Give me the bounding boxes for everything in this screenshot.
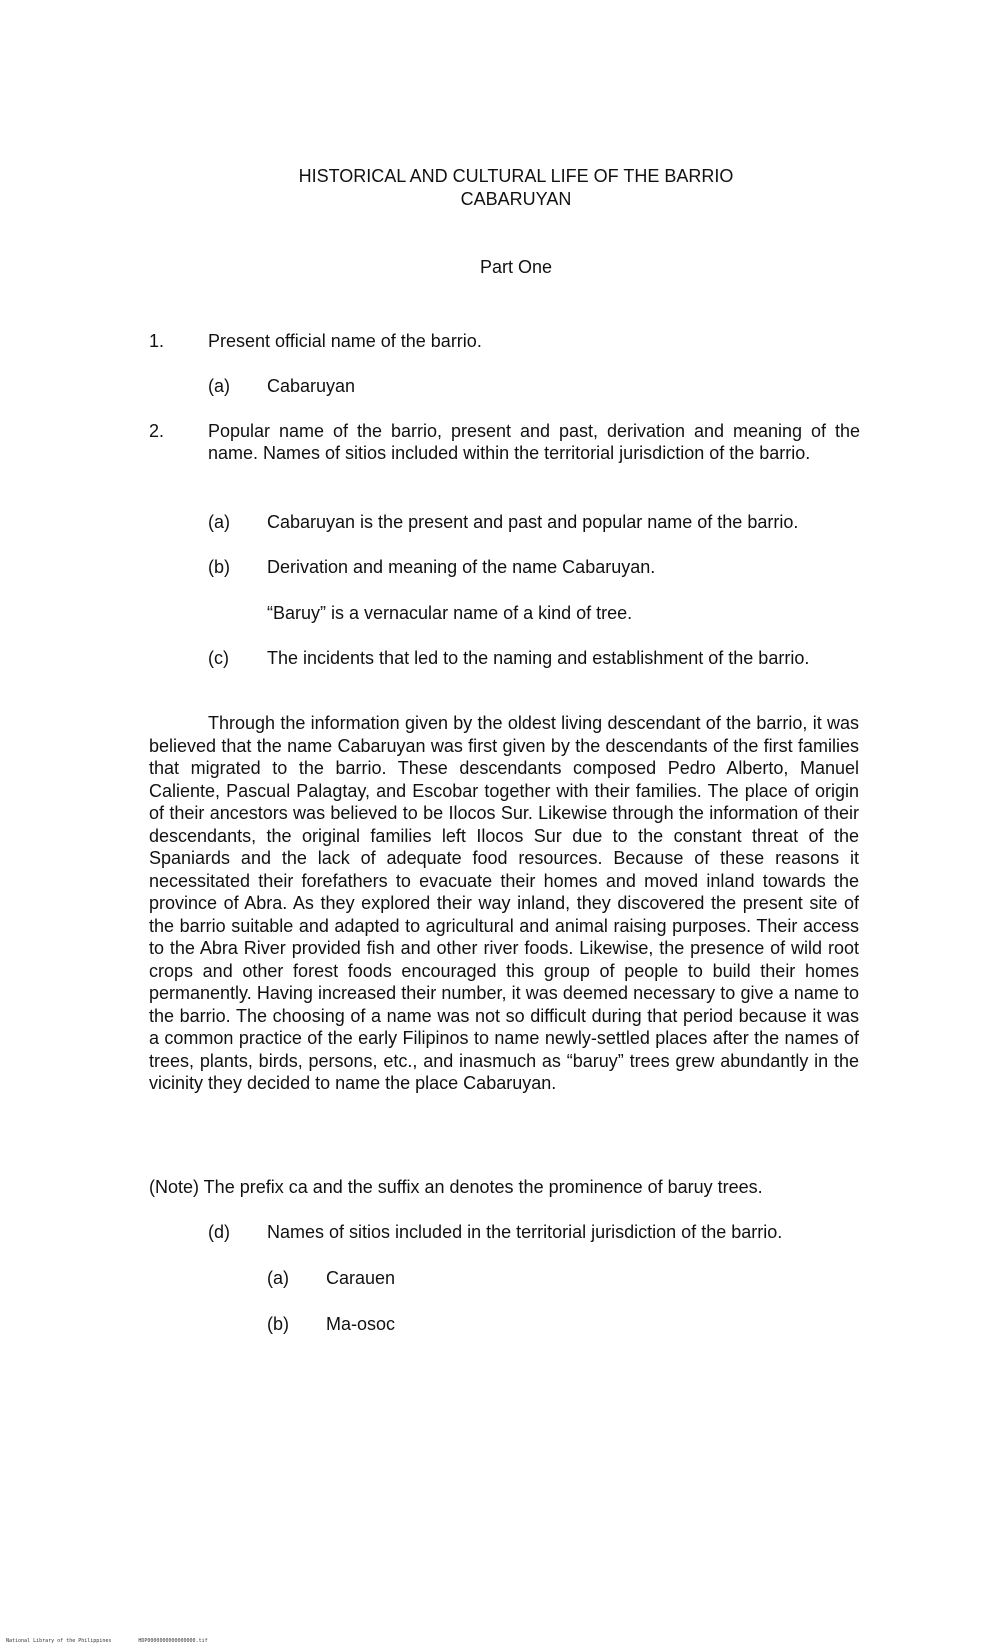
footer-library: National Library of the Philippines	[6, 1638, 112, 1644]
item-1-text: Present official name of the barrio.	[208, 331, 482, 351]
sitio-a-text: Carauen	[326, 1268, 396, 1288]
history-paragraph: Through the information given by the oldest living descendant of the barrio, it was believed that the name Cabaruyan was first given by the descendants of the first families that migrated to the barrio. These descendants composed Pedro Alberto, Manuel Caliente, Pascual Palagtay, and Escobar together with their families. The place of origin of their ancestors was believed to be Ilocos Sur. Likewise through the information of their descendants, the original families left Ilocos Sur due to the constant threat of the Spaniards and the lack of adequate food resources. Because of these reasons it necessitated their forefathers to evacuate their homes and moved inland towards the province of Abra. As they explored their way inland, they discovered the present site of the barrio suitable and adapted to agricultural and animal raising purposes. Their access to the Abra River provided fish and other river foods. Likewise, the presence of wild root crops and other forest foods encouraged this group of people to build their homes permanently. Having increased their number, it was deemed necessary to give a name to the barrio. The choosing of a name was not so difficult during that period because it was a common practice of the early Filipinos to name newly-settled places after the names of trees, plants, birds, persons, etc., and inasmuch as “baruy” trees grew abundantly in the vicinity they decided to name the place Cabaruyan.	[149, 713, 859, 1093]
sitio-b-text: Ma-osoc	[326, 1314, 396, 1334]
sitio-a-label: (a)	[267, 1268, 289, 1288]
sitio-b-label: (b)	[267, 1314, 289, 1334]
part-heading: Part One	[479, 257, 553, 277]
item-2d-label: (d)	[208, 1222, 230, 1242]
item-2c-text: The incidents that led to the naming and establishment of the barrio.	[267, 648, 810, 668]
item-1a-text: Cabaruyan	[267, 376, 356, 396]
item-2-text: Popular name of the barrio, present and past, derivation and meaning of the name. Names of sitios included within the territorial jurisdiction of the barrio.	[208, 421, 860, 463]
item-1-number: 1.	[149, 331, 165, 351]
item-2c-label: (c)	[208, 648, 229, 668]
item-2b-note: “Baruy” is a vernacular name of a kind of tree.	[267, 603, 633, 623]
item-2a-text: Cabaruyan is the present and past and popular name of the barrio.	[267, 512, 799, 532]
item-2-number: 2.	[149, 421, 165, 441]
document-title-line1: HISTORICAL AND CULTURAL LIFE OF THE BARRIO	[298, 166, 734, 186]
item-2b-label: (b)	[208, 557, 230, 577]
item-1a-label: (a)	[208, 376, 230, 396]
footer-code: HDP0000000000000000.tif	[138, 1638, 208, 1644]
scan-footer	[6, 1638, 232, 1644]
note-text: (Note) The prefix ca and the suffix an denotes the prominence of baruy trees.	[149, 1177, 763, 1197]
item-2a-label: (a)	[208, 512, 230, 532]
document-title-line2: CABARUYAN	[460, 189, 572, 209]
item-2d-text: Names of sitios included in the territorial jurisdiction of the barrio.	[267, 1222, 783, 1242]
item-2b-text: Derivation and meaning of the name Cabaruyan.	[267, 557, 656, 577]
